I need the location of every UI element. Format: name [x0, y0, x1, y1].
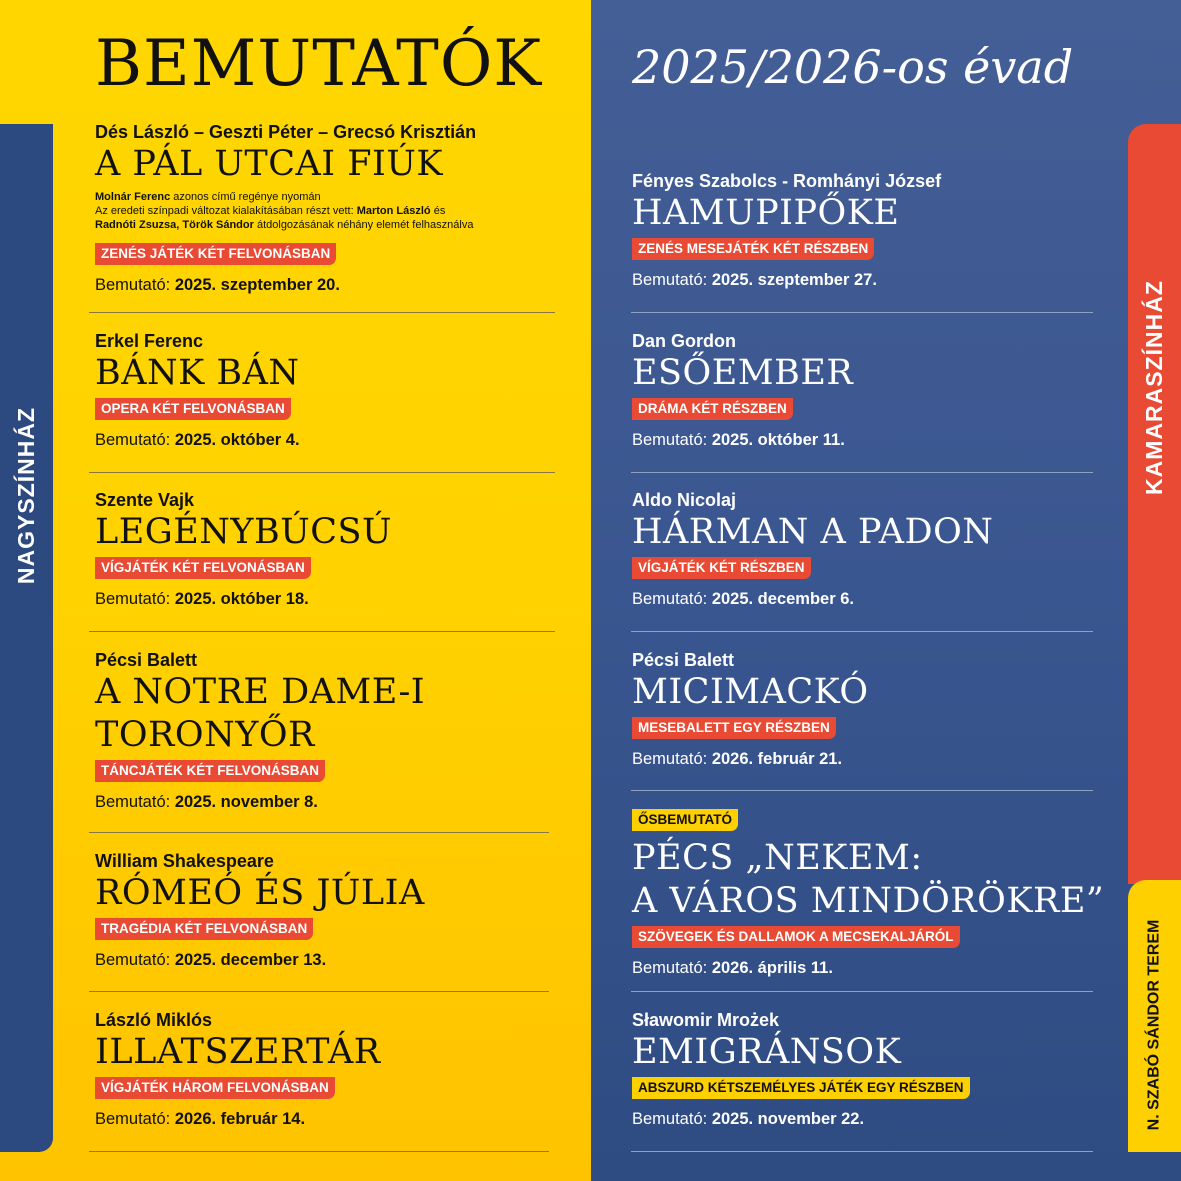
- genre-badge: MESEBALETT EGY RÉSZBEN: [632, 717, 836, 739]
- show-author: Dan Gordon: [632, 331, 736, 351]
- genre-badge: VÍGJÁTÉK HÁROM FELVONÁSBAN: [95, 1077, 335, 1099]
- premiere-date: Bemutató: 2025. december 13.: [95, 951, 327, 969]
- divider: [89, 631, 555, 632]
- divider: [89, 991, 549, 992]
- nagyszinhaz-tab: [0, 124, 53, 1152]
- genre-badge: ZENÉS JÁTÉK KÉT FELVONÁSBAN: [95, 243, 336, 265]
- show-author: Sławomir Mrożek: [632, 1010, 780, 1030]
- genre-badge: DRÁMA KÉT RÉSZBEN: [632, 398, 793, 420]
- show-author: Pécsi Balett: [632, 650, 735, 670]
- world-premiere-badge: ŐSBEMUTATÓ: [632, 809, 738, 831]
- szabo-terem-tab: [1128, 880, 1181, 1152]
- premiere-date: Bemutató: 2025. december 6.: [632, 590, 854, 608]
- genre-badge: TRAGÉDIA KÉT FELVONÁSBAN: [95, 918, 313, 940]
- genre-badge: VÍGJÁTÉK KÉT RÉSZBEN: [632, 557, 811, 579]
- show-notre-dame: [95, 649, 425, 812]
- show-title: MICIMACKÓ: [632, 672, 869, 712]
- premiere-date: Bemutató: 2025. szeptember 20.: [95, 276, 340, 294]
- show-title: A PÁL UTCAI FIÚK: [95, 144, 443, 184]
- premiere-date: Bemutató: 2026. február 14.: [95, 1110, 306, 1128]
- show-title-line2: TORONYŐR: [95, 715, 315, 755]
- nagyszinhaz-label: NAGYSZÍNHÁZ: [13, 406, 39, 585]
- show-romeo-es-julia: [95, 850, 425, 970]
- show-author: Aldo Nicolaj: [632, 490, 737, 510]
- show-author: László Miklós: [95, 1010, 213, 1030]
- show-title: A NOTRE DAME-I: [95, 672, 426, 712]
- show-author: Fényes Szabolcs - Romhányi József: [632, 171, 942, 191]
- show-title: ESŐEMBER: [632, 353, 854, 393]
- genre-badge: SZÖVEGEK ÉS DALLAMOK A MECSEKALJÁRÓL: [632, 926, 960, 948]
- premiere-date: Bemutató: 2025. október 4.: [95, 431, 300, 449]
- show-bank-ban: [95, 330, 300, 450]
- divider: [631, 991, 1093, 992]
- show-micimacko: [632, 649, 869, 769]
- divider: [631, 631, 1093, 632]
- premiere-date: Bemutató: 2025. november 8.: [95, 793, 318, 811]
- show-title: PÉCS „NEKEM:: [632, 838, 923, 878]
- show-title: EMIGRÁNSOK: [632, 1032, 902, 1072]
- genre-badge: ABSZURD KÉTSZEMÉLYES JÁTÉK EGY RÉSZBEN: [632, 1077, 970, 1099]
- show-illatszertar: [95, 1009, 381, 1129]
- show-legenybucsu: [95, 489, 392, 609]
- divider: [89, 312, 555, 313]
- divider: [631, 472, 1093, 473]
- page-title: BEMUTATÓK: [95, 27, 543, 101]
- show-harman-a-padon: [632, 489, 993, 609]
- show-title: BÁNK BÁN: [95, 353, 300, 393]
- show-hamupipoke: [632, 170, 941, 290]
- show-note: Molnár Ferenc azonos című regénye nyomán Az eredeti színpadi változat kialakításában részt vett: Marton László és Radnóti Zsuzsa, Török Sándor átdolgozásának néhány elemét felhasználva: [95, 191, 474, 231]
- show-title: HÁRMAN A PADON: [632, 512, 994, 552]
- premiere-date: Bemutató: 2025. október 18.: [95, 590, 309, 608]
- premiere-date: Bemutató: 2026. április 11.: [632, 959, 833, 977]
- divider: [631, 312, 1093, 313]
- show-author: William Shakespeare: [95, 851, 274, 871]
- show-author: Erkel Ferenc: [95, 331, 204, 351]
- kamaraszinhaz-tab: [1128, 124, 1181, 884]
- kamaraszinhaz-label: KAMARASZÍNHÁZ: [1141, 280, 1167, 495]
- show-title: LEGÉNYBÚCSÚ: [95, 512, 393, 552]
- divider: [89, 472, 555, 473]
- show-pecs-nekem: [632, 809, 1104, 978]
- show-title: ILLATSZERTÁR: [95, 1032, 381, 1072]
- show-title: RÓMEÓ ÉS JÚLIA: [95, 873, 425, 913]
- premiere-date: Bemutató: 2025. november 22.: [632, 1110, 865, 1128]
- show-emigransok: [632, 1009, 970, 1129]
- szabo-terem-label: N. SZABÓ SÁNDOR TEREM: [1145, 919, 1163, 1131]
- show-title: HAMUPIPŐKE: [632, 193, 900, 233]
- divider: [89, 832, 549, 833]
- premiere-date: Bemutató: 2025. szeptember 27.: [632, 271, 877, 289]
- genre-badge: VÍGJÁTÉK KÉT FELVONÁSBAN: [95, 557, 311, 579]
- premiere-date: Bemutató: 2025. október 11.: [632, 431, 845, 449]
- show-author: Szente Vajk: [95, 490, 195, 510]
- genre-badge: TÁNCJÁTÉK KÉT FELVONÁSBAN: [95, 760, 325, 782]
- season-title: 2025/2026-os évad: [632, 40, 1074, 94]
- show-esoember: [632, 330, 853, 450]
- show-author: Dés László – Geszti Péter – Grecsó Krisztián: [95, 122, 477, 142]
- show-title-line2: A VÁROS MINDÖRÖKRE”: [632, 881, 1105, 921]
- genre-badge: OPERA KÉT FELVONÁSBAN: [95, 398, 291, 420]
- show-author: Pécsi Balett: [95, 650, 198, 670]
- genre-badge: ZENÉS MESEJÁTÉK KÉT RÉSZBEN: [632, 238, 874, 260]
- premiere-date: Bemutató: 2026. február 21.: [632, 750, 843, 768]
- divider: [631, 790, 1093, 791]
- divider: [89, 1151, 549, 1152]
- show-pal-utcai-fiuk: [95, 121, 476, 295]
- divider: [631, 1151, 1093, 1152]
